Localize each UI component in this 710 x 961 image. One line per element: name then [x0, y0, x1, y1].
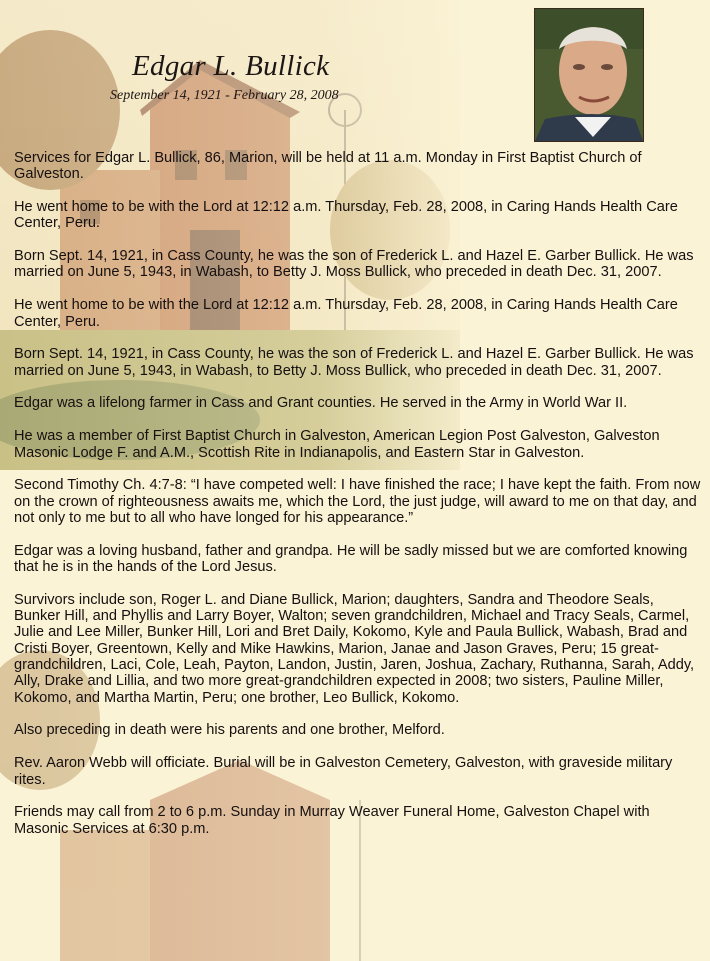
deceased-name: Edgar L. Bullick — [132, 50, 330, 82]
paragraph-visitation: Friends may call from 2 to 6 p.m. Sunday in Murray Weaver Funeral Home, Galveston Chapel with Masonic Services at 6:30 p.m. — [14, 804, 650, 837]
portrait-photo — [534, 8, 644, 142]
life-dates: September 14, 1921 - February 28, 2008 — [110, 88, 339, 103]
paragraph-birth: Born Sept. 14, 1921, in Cass County, he was the son of Frederick L. and Hazel E. Garber Bullick. He was married on June 5, 1943, in Wabash, to Betty J. Moss Bullick, who preceded in death Dec. 31, 2007. — [14, 248, 694, 281]
paragraph-burial: Rev. Aaron Webb will officiate. Burial will be in Galveston Cemetery, Galveston, with graveside military rites. — [14, 755, 673, 788]
paragraph-birth-repeat: Born Sept. 14, 1921, in Cass County, he was the son of Frederick L. and Hazel E. Garber Bullick. He was married on June 5, 1943, in Wabash, to Betty J. Moss Bullick, who preceded in death Dec. 31, 2007. — [14, 346, 694, 379]
obituary-body — [14, 150, 704, 853]
paragraph-memberships: He was a member of First Baptist Church in Galveston, American Legion Post Galveston, Galveston Masonic Lodge F. and A.M., Scottish Rite in Indianapolis, and Eastern Star in Galveston. — [14, 428, 660, 461]
paragraph-tribute: Edgar was a loving husband, father and grandpa. He will be sadly missed but we are comforted knowing that he is in the hands of the Lord Jesus. — [14, 542, 688, 576]
paragraph-survivors: Survivors include son, Roger L. and Diane Bullick, Marion; daughters, Sandra and Theodore Seals, Bunker Hill, and Phyllis and Larry Boyer, Walton; seven grandchildren, Michael and Tracy Seals, Carmel, Julie and Lee Miller, Bunker Hill, Lori and Bret Daily, Kokomo, Kyle and Paula Bullick, Wabash, Brad and Cristi Boyer, Greentown, Kelly and Mike Hawkins, Marion, Janae and Jason Graves, Peru; 15 great-grandchildren, Laci, Cole, Leah, Payton, Landon, Justin, Jaren, Joshua, Zachary, Ruthanna, Sarah, Addy, Ally, Drake and Lillia, and two more great-grandchildren expected in 2008; two sisters, Pauline Miller, Kokomo, and Martha Martin, Peru; one brother, Leo Bullick, Kokomo. — [14, 591, 695, 706]
paragraph-occupation: Edgar was a lifelong farmer in Cass and Grant counties. He served in the Army in World War II. — [14, 395, 628, 412]
paragraph-preceded: Also preceding in death were his parents and one brother, Melford. — [14, 722, 445, 739]
paragraph-scripture: Second Timothy Ch. 4:7-8: “I have competed well: I have finished the race; I have kept the faith. From now on the crown of righteousness awaits me, which the Lord, the just judge, will award to me on that day, and not only to me but to all who have longed for his appearance.” — [14, 477, 701, 526]
paragraph-death-repeat: He went home to be with the Lord at 12:12 a.m. Thursday, Feb. 28, 2008, in Caring Hands Health Care Center, Peru. — [14, 297, 678, 330]
paragraph-death: He went home to be with the Lord at 12:12 a.m. Thursday, Feb. 28, 2008, in Caring Hands Health Care Center, Peru. — [14, 199, 678, 232]
obituary-header — [0, 0, 710, 148]
paragraph-services: Services for Edgar L. Bullick, 86, Marion, will be held at 11 a.m. Monday in First Baptist Church of Galveston. — [14, 150, 642, 183]
